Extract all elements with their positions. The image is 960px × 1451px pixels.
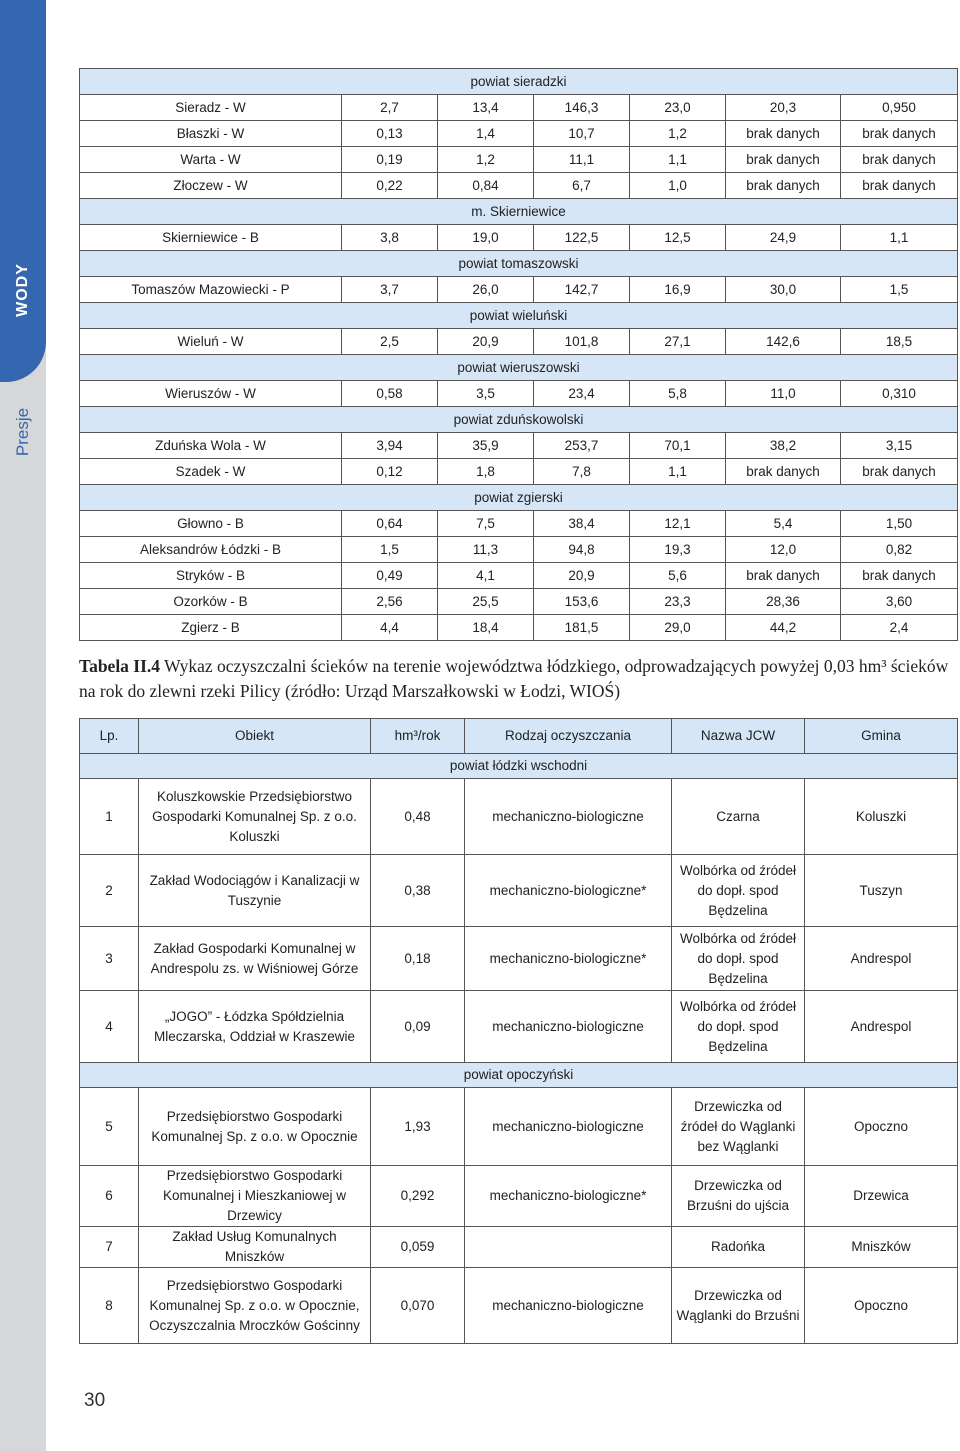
data-cell: 0,950 — [841, 95, 958, 121]
data-cell: 3,94 — [342, 433, 438, 459]
object-cell: Przedsiębiorstwo Gospodarki Komunalnej i Mieszkaniowej w Drzewicy — [139, 1166, 371, 1227]
data-cell: brak danych — [726, 563, 841, 589]
table-row — [80, 1268, 958, 1344]
data-cell: 253,7 — [534, 433, 630, 459]
volume-cell: 0,070 — [371, 1268, 465, 1344]
gmina-cell: Opoczno — [805, 1088, 958, 1166]
table-caption-text: Wykaz oczyszczalni ścieków na terenie województwa łódzkiego, odprowadzających powyżej 0,03 hm³ ścieków na rok do zlewni rzeki Pilicy (źródło: Urząd Marszałkowski w Łodzi, WIOŚ) — [79, 656, 949, 701]
jcw-cell: Radońka — [672, 1227, 805, 1268]
data-cell: 20,9 — [534, 563, 630, 589]
section-row — [80, 199, 958, 225]
header-hm3: hm³/rok — [371, 719, 465, 754]
data-cell: 101,8 — [534, 329, 630, 355]
treatment-cell: mechaniczno-biologiczne — [465, 1268, 672, 1344]
header-obiekt: Obiekt — [139, 719, 371, 754]
data-cell: brak danych — [841, 121, 958, 147]
data-cell: 1,50 — [841, 511, 958, 537]
row-number: 3 — [80, 927, 139, 991]
treatment-plants-table — [79, 718, 958, 1344]
data-cell: 0,58 — [342, 381, 438, 407]
section-row — [80, 754, 958, 779]
data-cell: 13,4 — [438, 95, 534, 121]
object-cell: Przedsiębiorstwo Gospodarki Komunalnej Sp. z o.o. w Opocznie, Oczyszczalnia Mroczków Gościnny — [139, 1268, 371, 1344]
data-cell: 16,9 — [630, 277, 726, 303]
data-cell: 1,0 — [630, 173, 726, 199]
volume-cell: 0,09 — [371, 991, 465, 1063]
treatment-cell: mechaniczno-biologiczne* — [465, 927, 672, 991]
table-row — [80, 173, 958, 199]
row-label: Skierniewice - B — [80, 225, 342, 251]
table-row — [80, 511, 958, 537]
row-label: Głowno - B — [80, 511, 342, 537]
row-label: Stryków - B — [80, 563, 342, 589]
table-row — [80, 121, 958, 147]
data-cell: 2,56 — [342, 589, 438, 615]
object-cell: Zakład Usług Komunalnych Mniszków — [139, 1227, 371, 1268]
section-row — [80, 355, 958, 381]
volume-cell: 0,292 — [371, 1166, 465, 1227]
data-cell: 1,1 — [630, 147, 726, 173]
treatment-cell — [465, 1227, 672, 1268]
table-row — [80, 1227, 958, 1268]
data-cell: brak danych — [726, 459, 841, 485]
row-number: 6 — [80, 1166, 139, 1227]
row-number: 5 — [80, 1088, 139, 1166]
data-cell: 44,2 — [726, 615, 841, 641]
section-title: powiat łódzki wschodni — [80, 754, 958, 779]
table-caption-label: Tabela II.4 — [79, 656, 161, 676]
data-cell: 5,8 — [630, 381, 726, 407]
data-cell: 4,1 — [438, 563, 534, 589]
data-cell: 5,6 — [630, 563, 726, 589]
data-cell: 146,3 — [534, 95, 630, 121]
data-cell: 3,8 — [342, 225, 438, 251]
table-row — [80, 615, 958, 641]
data-cell: 7,5 — [438, 511, 534, 537]
data-cell: 0,310 — [841, 381, 958, 407]
data-cell: 0,22 — [342, 173, 438, 199]
treatment-cell: mechaniczno-biologiczne — [465, 1088, 672, 1166]
gmina-cell: Mniszków — [805, 1227, 958, 1268]
data-cell: 12,5 — [630, 225, 726, 251]
subsection-label: Presje — [13, 407, 32, 457]
page-number: 30 — [84, 1390, 106, 1411]
data-cell: 19,3 — [630, 537, 726, 563]
treatment-cell: mechaniczno-biologiczne* — [465, 855, 672, 927]
data-cell: 3,7 — [342, 277, 438, 303]
section-title: powiat wieluński — [80, 303, 958, 329]
volume-cell: 1,93 — [371, 1088, 465, 1166]
data-cell: 30,0 — [726, 277, 841, 303]
jcw-cell: Drzewiczka od Brzuśni do ujścia — [672, 1166, 805, 1227]
discharge-table — [79, 68, 958, 641]
row-label: Błaszki - W — [80, 121, 342, 147]
data-cell: 1,1 — [841, 225, 958, 251]
section-tab-label: WODY — [14, 263, 31, 317]
data-cell: 26,0 — [438, 277, 534, 303]
data-cell: brak danych — [726, 147, 841, 173]
volume-cell: 0,38 — [371, 855, 465, 927]
section-title: powiat wieruszowski — [80, 355, 958, 381]
section-row — [80, 69, 958, 95]
gmina-cell: Opoczno — [805, 1268, 958, 1344]
data-cell: 38,4 — [534, 511, 630, 537]
data-cell: 24,9 — [726, 225, 841, 251]
data-cell: 1,5 — [841, 277, 958, 303]
section-row — [80, 1063, 958, 1088]
gmina-cell: Koluszki — [805, 779, 958, 855]
row-number: 7 — [80, 1227, 139, 1268]
data-cell: 23,3 — [630, 589, 726, 615]
row-number: 1 — [80, 779, 139, 855]
data-cell: 181,5 — [534, 615, 630, 641]
data-cell: 2,7 — [342, 95, 438, 121]
table-caption — [79, 654, 959, 704]
object-cell: Zakład Wodociągów i Kanalizacji w Tuszynie — [139, 855, 371, 927]
header-gmina: Gmina — [805, 719, 958, 754]
table-row — [80, 991, 958, 1063]
row-label: Sieradz - W — [80, 95, 342, 121]
data-cell: 38,2 — [726, 433, 841, 459]
row-label: Szadek - W — [80, 459, 342, 485]
data-cell: 0,84 — [438, 173, 534, 199]
table-row — [80, 95, 958, 121]
gmina-cell: Drzewica — [805, 1166, 958, 1227]
row-label: Wieluń - W — [80, 329, 342, 355]
table-row — [80, 459, 958, 485]
data-cell: 2,5 — [342, 329, 438, 355]
header-rodzaj: Rodzaj oczyszczania — [465, 719, 672, 754]
object-cell: Zakład Gospodarki Komunalnej w Andrespolu zs. w Wiśniowej Górze — [139, 927, 371, 991]
data-cell: 27,1 — [630, 329, 726, 355]
table-header-row — [80, 719, 958, 754]
data-cell: brak danych — [841, 147, 958, 173]
treatment-cell: mechaniczno-biologiczne* — [465, 1166, 672, 1227]
data-cell: 0,49 — [342, 563, 438, 589]
data-cell: 0,19 — [342, 147, 438, 173]
data-cell: 0,82 — [841, 537, 958, 563]
row-number: 8 — [80, 1268, 139, 1344]
data-cell: 1,8 — [438, 459, 534, 485]
volume-cell: 0,059 — [371, 1227, 465, 1268]
data-cell: 0,12 — [342, 459, 438, 485]
data-cell: 94,8 — [534, 537, 630, 563]
data-cell: 11,0 — [726, 381, 841, 407]
row-number: 2 — [80, 855, 139, 927]
jcw-cell: Wolbórka od źródeł do dopł. spod Będzelina — [672, 855, 805, 927]
jcw-cell: Drzewiczka od Wąglanki do Brzuśni — [672, 1268, 805, 1344]
data-cell: 3,5 — [438, 381, 534, 407]
table-row — [80, 225, 958, 251]
row-label: Warta - W — [80, 147, 342, 173]
section-row — [80, 303, 958, 329]
data-cell: brak danych — [726, 173, 841, 199]
data-cell: 1,1 — [630, 459, 726, 485]
table-row — [80, 1088, 958, 1166]
data-cell: brak danych — [841, 563, 958, 589]
volume-cell: 0,18 — [371, 927, 465, 991]
data-cell: 1,2 — [630, 121, 726, 147]
data-cell: 10,7 — [534, 121, 630, 147]
row-label: Wieruszów - W — [80, 381, 342, 407]
data-cell: 7,8 — [534, 459, 630, 485]
data-cell: 70,1 — [630, 433, 726, 459]
volume-cell: 0,48 — [371, 779, 465, 855]
data-cell: 0,13 — [342, 121, 438, 147]
object-cell: Przedsiębiorstwo Gospodarki Komunalnej Sp. z o.o. w Opocznie — [139, 1088, 371, 1166]
data-cell: 142,6 — [726, 329, 841, 355]
jcw-cell: Wolbórka od źródeł do dopł. spod Będzelina — [672, 991, 805, 1063]
section-title: powiat sieradzki — [80, 69, 958, 95]
row-label: Ozorków - B — [80, 589, 342, 615]
header-jcw: Nazwa JCW — [672, 719, 805, 754]
treatment-cell: mechaniczno-biologiczne — [465, 991, 672, 1063]
gmina-cell: Tuszyn — [805, 855, 958, 927]
data-cell: 1,2 — [438, 147, 534, 173]
jcw-cell: Czarna — [672, 779, 805, 855]
table-row — [80, 927, 958, 991]
jcw-cell: Drzewiczka od źródeł do Wąglanki bez Wąglanki — [672, 1088, 805, 1166]
header-lp: Lp. — [80, 719, 139, 754]
data-cell: 0,64 — [342, 511, 438, 537]
section-row — [80, 251, 958, 277]
section-title: powiat zduńskowolski — [80, 407, 958, 433]
data-cell: 23,0 — [630, 95, 726, 121]
data-cell: 20,9 — [438, 329, 534, 355]
section-tab — [0, 0, 46, 382]
data-cell: 18,5 — [841, 329, 958, 355]
row-label: Tomaszów Mazowiecki - P — [80, 277, 342, 303]
data-cell: 35,9 — [438, 433, 534, 459]
data-cell: 153,6 — [534, 589, 630, 615]
data-cell: 20,3 — [726, 95, 841, 121]
data-cell: 5,4 — [726, 511, 841, 537]
table-row — [80, 779, 958, 855]
data-cell: 1,5 — [342, 537, 438, 563]
section-title: powiat zgierski — [80, 485, 958, 511]
data-cell: 18,4 — [438, 615, 534, 641]
data-cell: 4,4 — [342, 615, 438, 641]
table-row — [80, 381, 958, 407]
data-cell: 23,4 — [534, 381, 630, 407]
data-cell: 122,5 — [534, 225, 630, 251]
data-cell: brak danych — [726, 121, 841, 147]
table-row — [80, 147, 958, 173]
table-row — [80, 329, 958, 355]
object-cell: Koluszkowskie Przedsiębiorstwo Gospodarki Komunalnej Sp. z o.o. Koluszki — [139, 779, 371, 855]
table-row — [80, 433, 958, 459]
data-cell: 3,60 — [841, 589, 958, 615]
data-cell: 25,5 — [438, 589, 534, 615]
treatment-cell: mechaniczno-biologiczne — [465, 779, 672, 855]
section-row — [80, 407, 958, 433]
row-label: Złoczew - W — [80, 173, 342, 199]
data-cell: 142,7 — [534, 277, 630, 303]
data-cell: 19,0 — [438, 225, 534, 251]
row-label: Aleksandrów Łódzki - B — [80, 537, 342, 563]
data-cell: 11,1 — [534, 147, 630, 173]
data-cell: 28,36 — [726, 589, 841, 615]
table-row — [80, 855, 958, 927]
row-number: 4 — [80, 991, 139, 1063]
jcw-cell: Wolbórka od źródeł do dopł. spod Będzelina — [672, 927, 805, 991]
section-title: powiat tomaszowski — [80, 251, 958, 277]
row-label: Zduńska Wola - W — [80, 433, 342, 459]
data-cell: 12,1 — [630, 511, 726, 537]
row-label: Zgierz - B — [80, 615, 342, 641]
data-cell: 6,7 — [534, 173, 630, 199]
data-cell: 11,3 — [438, 537, 534, 563]
data-cell: 12,0 — [726, 537, 841, 563]
gmina-cell: Andrespol — [805, 927, 958, 991]
data-cell: brak danych — [841, 459, 958, 485]
data-cell: 29,0 — [630, 615, 726, 641]
table-row — [80, 277, 958, 303]
section-title: m. Skierniewice — [80, 199, 958, 225]
table-row — [80, 563, 958, 589]
data-cell: 1,4 — [438, 121, 534, 147]
data-cell: 2,4 — [841, 615, 958, 641]
object-cell: „JOGO” - Łódzka Spółdzielnia Mleczarska, Oddział w Kraszewie — [139, 991, 371, 1063]
data-cell: 3,15 — [841, 433, 958, 459]
gmina-cell: Andrespol — [805, 991, 958, 1063]
table-row — [80, 537, 958, 563]
section-row — [80, 485, 958, 511]
table-row — [80, 589, 958, 615]
section-title: powiat opoczyński — [80, 1063, 958, 1088]
table-row — [80, 1166, 958, 1227]
data-cell: brak danych — [841, 173, 958, 199]
